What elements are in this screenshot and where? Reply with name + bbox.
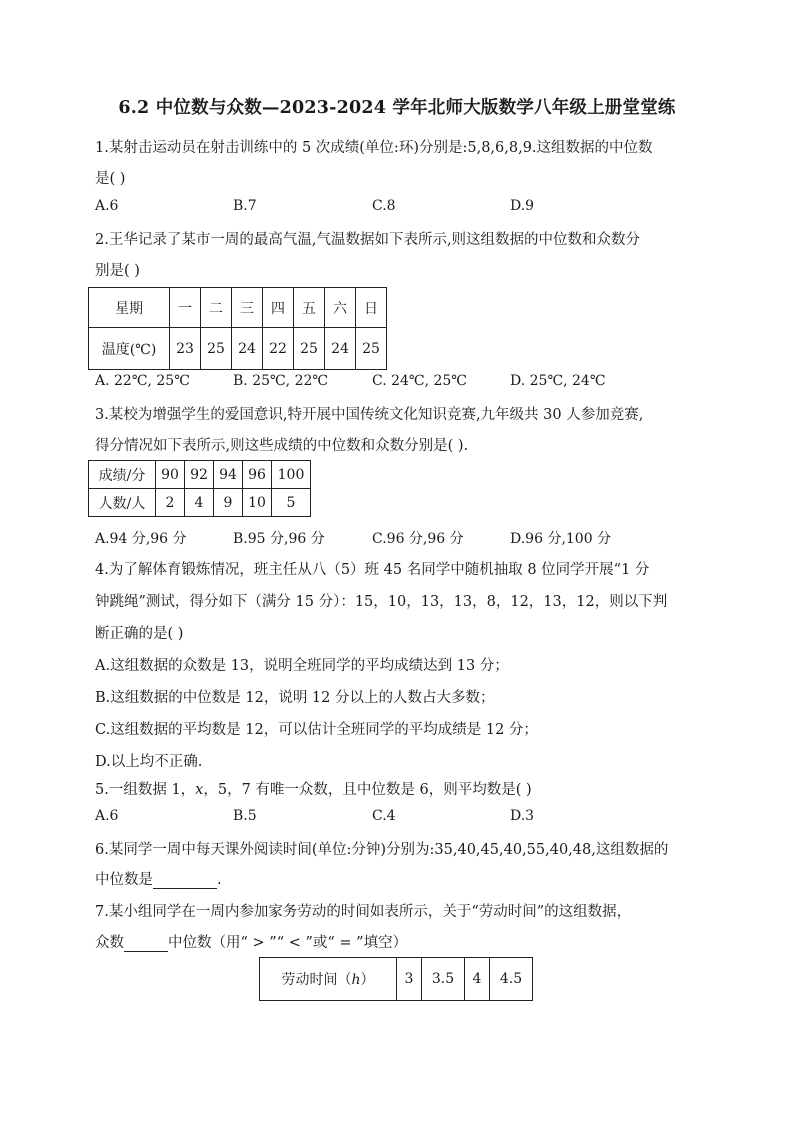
q5-text-line1 [95,778,532,799]
table-cell: 23 [170,328,201,370]
q7-table-label-end: ） [360,972,375,988]
q6-answer-blank[interactable] [153,872,217,889]
q6-text-line2 [95,868,222,889]
table-cell: 人数/人 [89,489,156,517]
table-cell: 六 [325,288,356,328]
table-cell: 星期 [89,288,170,328]
q3-option-a: A.94 分,96 分 [95,531,187,547]
table-cell: 日 [356,288,387,328]
q3-option-b: B.95 分,96 分 [233,531,325,547]
table-row [89,288,387,328]
q2-option-c: C. 24℃, 25℃ [372,373,467,389]
table-cell: 25 [294,328,325,370]
page-title: 6.2 中位数与众数—2023-2024 学年北师大版数学八年级上册堂堂练 [118,98,676,118]
q6-text-pre: 中位数是 [95,872,153,888]
table-cell: 4 [465,958,490,1001]
q4-text-line1: 4.为了解体育锻炼情况，班主任从八（5）班 45 名同学中随机抽取 8 位同学开展“1 分 [95,562,650,578]
table-cell: 25 [201,328,232,370]
q5-variable-x: x [195,782,204,798]
q7-labor-time-table [259,957,533,1001]
q4-option-b: B.这组数据的中位数是 12，说明 12 分以上的人数占大多数； [95,690,495,706]
q7-text-post: 中位数（用“ > ”“ < ”或“ = ”填空） [168,935,408,951]
q3-option-d: D.96 分,100 分 [510,531,612,547]
q3-score-table [88,460,311,517]
table-cell: 四 [263,288,294,328]
table-cell: 三 [232,288,263,328]
q1-text-line1: 1.某射击运动员在射击训练中的 5 次成绩(单位:环)分别是:5,8,6,8,9.这组数据的中位数 [95,140,653,156]
q5-option-b: B.5 [233,808,257,824]
table-cell: 24 [232,328,263,370]
table-cell: 二 [201,288,232,328]
table-cell: 4 [185,489,214,517]
table-cell: 90 [156,461,185,489]
table-cell: 4.5 [490,958,533,1001]
q7-table-unit: h [351,972,361,988]
q2-option-d: D. 25℃, 24℃ [510,373,606,389]
q2-text-line1: 2.王华记录了某市一周的最高气温,气温数据如下表所示,则这组数据的中位数和众数分 [95,232,641,248]
q4-option-d: D.以上均不正确. [95,754,203,770]
q1-text-line2: 是( ) [95,171,126,187]
q2-option-b: B. 25℃, 22℃ [233,373,329,389]
q6-text-post: . [217,872,222,888]
q7-text-line1: 7.某小组同学在一周内参加家务劳动的时间如表所示，关于“劳动时间”的这组数据， [95,904,632,920]
q3-option-c: C.96 分,96 分 [372,531,464,547]
q1-option-c: C.8 [372,198,396,214]
table-cell: 3 [397,958,422,1001]
q1-option-a: A.6 [95,198,119,214]
table-cell: 9 [214,489,243,517]
q2-option-a: A. 22℃, 25℃ [95,373,190,389]
q1-option-d: D.9 [510,198,535,214]
q5-text-post: ，5，7 有唯一众数，且中位数是 6，则平均数是( ) [203,782,532,798]
q3-text-line2: 得分情况如下表所示,则这些成绩的中位数和众数分别是( ). [95,438,469,454]
q2-text-line2: 别是( ) [95,263,140,279]
q7-text-line2 [95,931,407,952]
table-row [89,489,311,517]
table-cell: 五 [294,288,325,328]
table-cell: 10 [243,489,272,517]
table-cell: 温度(℃) [89,328,170,370]
table-cell: 2 [156,489,185,517]
table-cell: 96 [243,461,272,489]
table-cell: 24 [325,328,356,370]
q5-option-c: C.4 [372,808,396,824]
q1-option-b: B.7 [233,198,257,214]
q4-text-line3: 断正确的是( ) [95,626,184,642]
table-row [89,328,387,370]
q5-text-pre: 5.一组数据 1， [95,782,196,798]
table-cell: 22 [263,328,294,370]
table-cell: 一 [170,288,201,328]
table-cell [260,958,397,1001]
table-cell: 5 [272,489,311,517]
q7-answer-blank[interactable] [124,935,168,952]
table-cell: 成绩/分 [89,461,156,489]
q2-temperature-table [88,287,387,370]
q7-text-pre: 众数 [95,935,124,951]
table-cell: 92 [185,461,214,489]
q3-text-line1: 3.某校为增强学生的爱国意识,特开展中国传统文化知识竞赛,九年级共 30 人参加竞赛, [95,407,644,423]
q4-option-c: C.这组数据的平均数是 12，可以估计全班同学的平均成绩是 12 分； [95,722,538,738]
q6-text-line1: 6.某同学一周中每天课外阅读时间(单位:分钟)分别为:35,40,45,40,55,40,48,这组数据的 [95,842,669,858]
table-row [260,958,533,1001]
q7-table-label: 劳动时间（ [281,972,352,988]
q4-text-line2: 钟跳绳”测试，得分如下（满分 15 分）：15，10，13，13，8，12，13，12，则以下判 [95,594,668,610]
q5-option-d: D.3 [510,808,535,824]
table-cell: 3.5 [422,958,465,1001]
table-cell: 100 [272,461,311,489]
table-cell: 25 [356,328,387,370]
q5-option-a: A.6 [95,808,119,824]
table-row [89,461,311,489]
table-cell: 94 [214,461,243,489]
q4-option-a: A.这组数据的众数是 13，说明全班同学的平均成绩达到 13 分； [95,658,509,674]
